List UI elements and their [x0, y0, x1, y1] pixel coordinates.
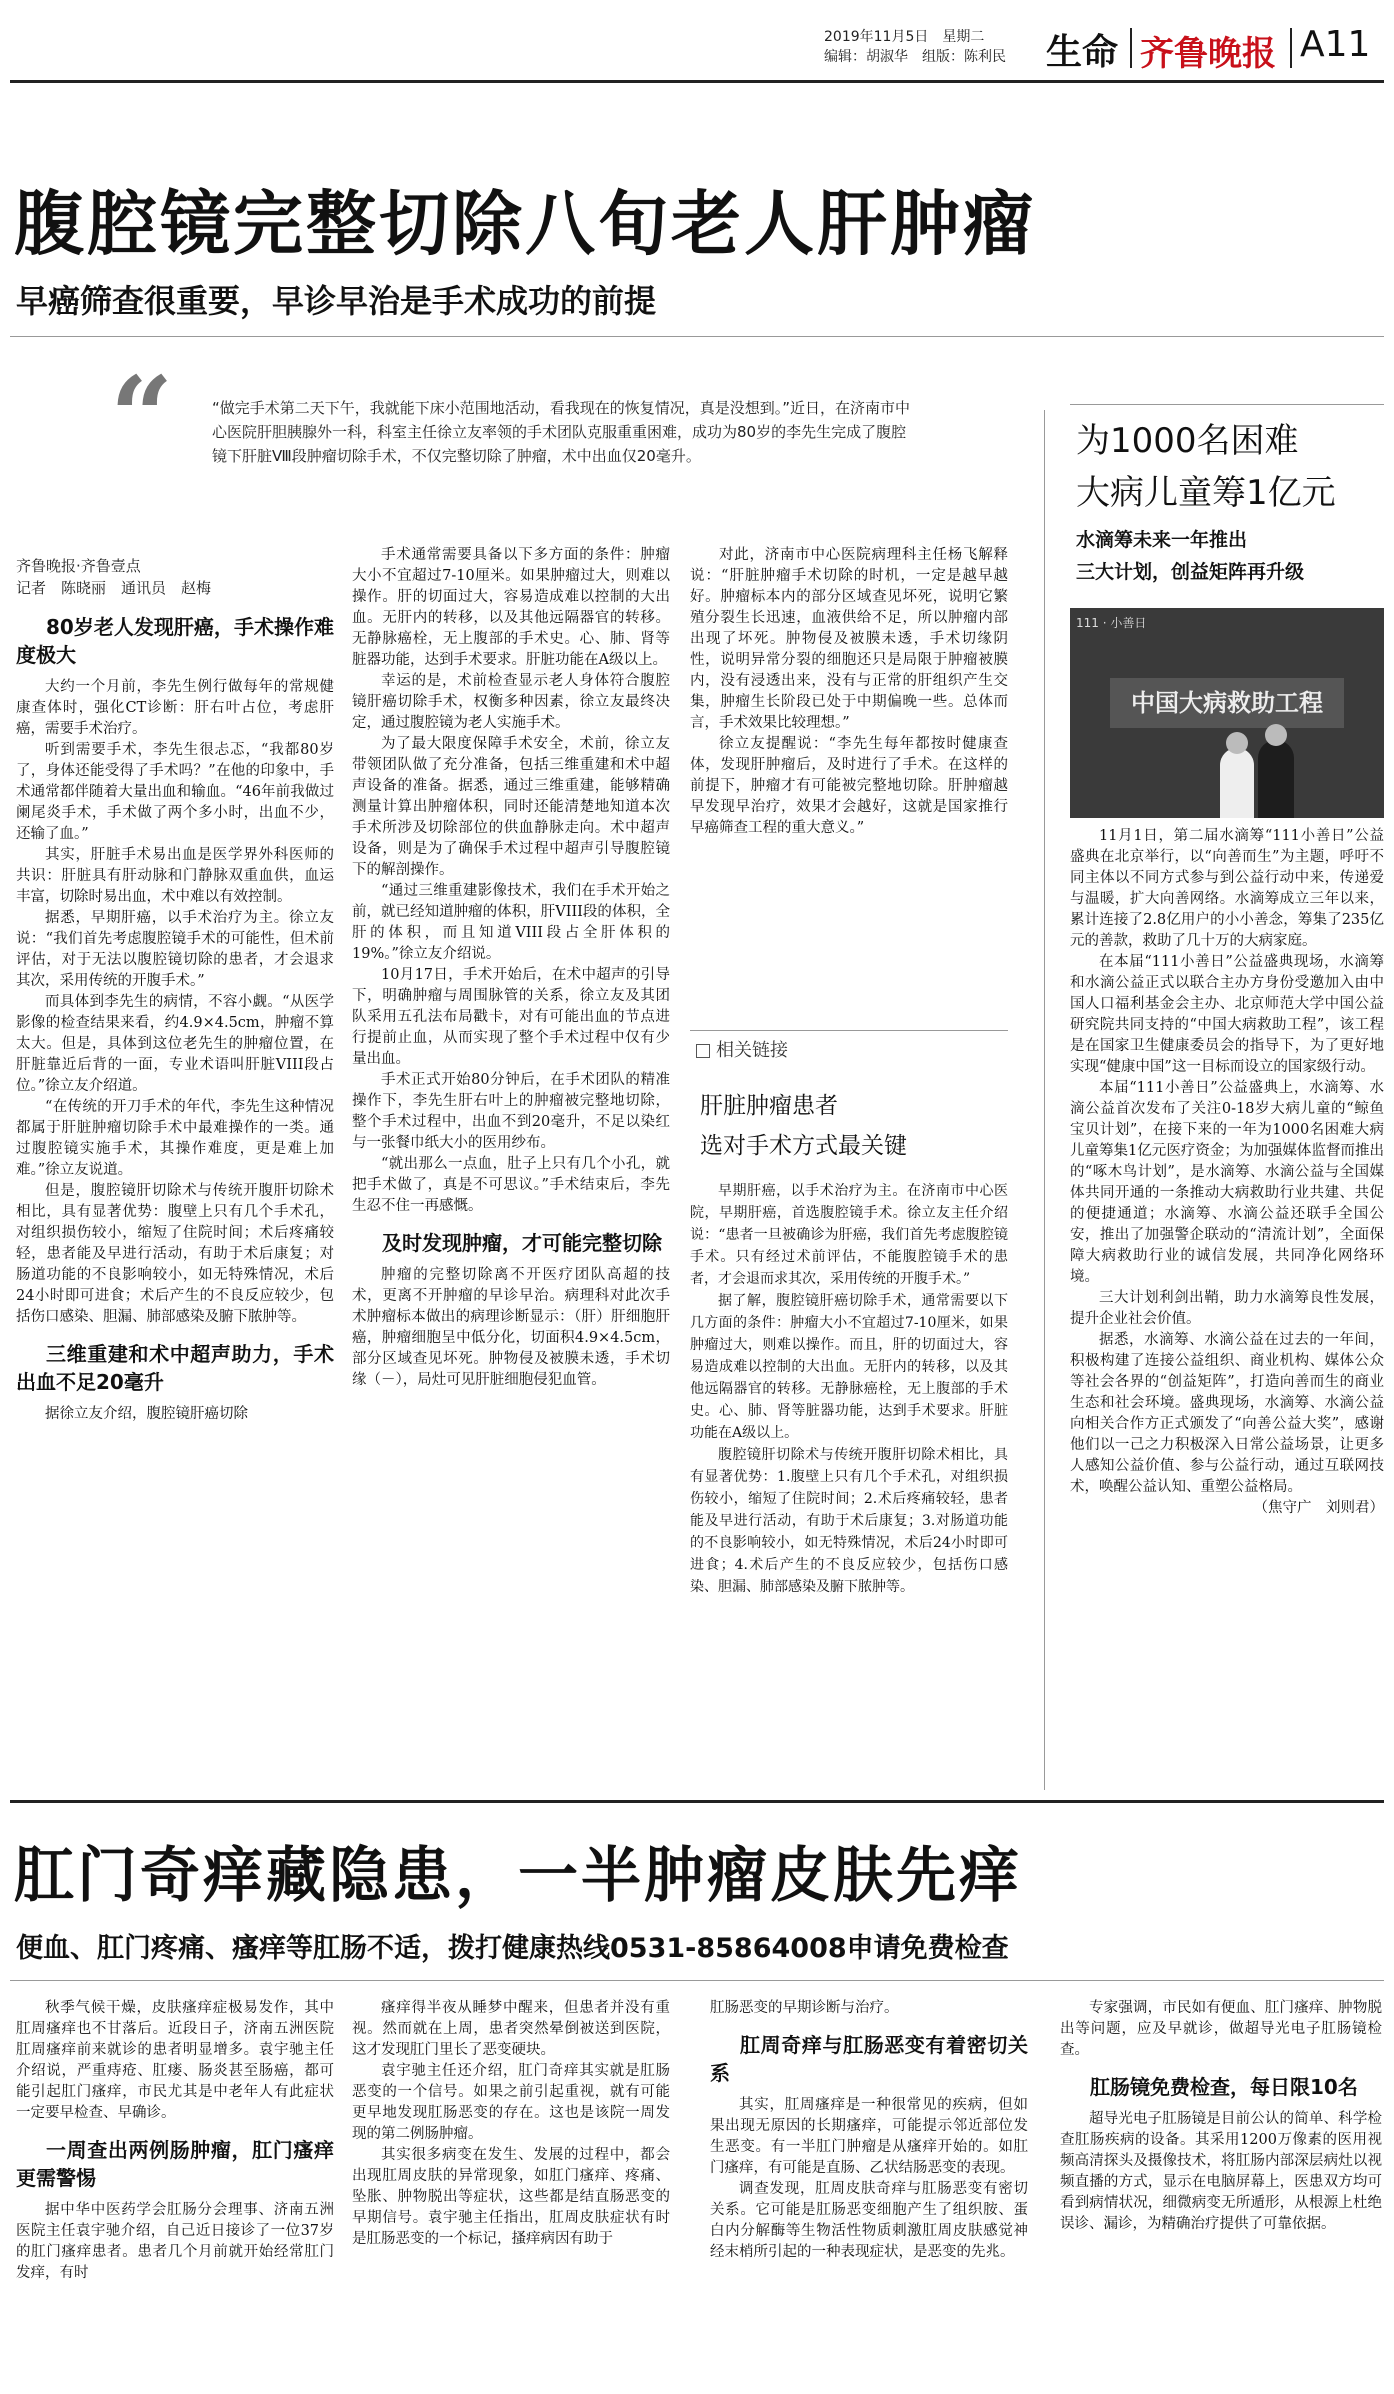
editor-credit: 编辑：胡淑华 组版：陈利民	[824, 49, 1006, 65]
paragraph: 调查发现，肛周皮肤奇痒与肛肠恶变有密切关系。它可能是肛肠恶变细胞产生了组织胺、蛋白内分解酶等生物活性物质刺激肛周皮肤感觉神经末梢所引起的一种表现症状，是恶变的先兆。	[710, 2181, 1028, 2260]
paragraph: 手术通常需要具备以下多方面的条件：肿瘤大小不宜超过7-10厘米。如果肿瘤过大，则难以操作。肝的切面过大，容易造成难以控制的大出血。无肝内的转移，以及其他远隔器官的转移。无静脉癌栓，无上腹部的手术史。心、肺、肾等脏器功能，达到手术要求。肝脏功能在A级以上。	[352, 547, 670, 668]
paragraph: 据悉，水滴筹、水滴公益在过去的一年间，积极构建了连接公益组织、商业机构、媒体公众等社会各界的“创益矩阵”，打造向善而生的商业生态和社会环境。盛典现场，水滴筹、水滴公益向相关合作方正式颁发了“向善公益大奖”，感谢他们以一己之力积极深入日常公益场景，让更多人感知公益价值、参与公益行动，通过互联网技术，唤醒公益认知、重塑公益格局。	[1070, 1332, 1384, 1495]
paragraph: 据了解，腹腔镜肝癌切除手术，通常需要以下几方面的条件：肿瘤大小不宜超过7-10厘米，如果肿瘤过大，则难以操作。而且，肝的切面过大，容易造成难以控制的大出血。无肝内的转移，以及其他远隔器官的转移。无静脉癌栓，无上腹部的手术史。心、肺、肾等脏器功能，达到手术要求。肝脏功能在A级以上。	[690, 1293, 1008, 1441]
header-divider	[1130, 28, 1132, 68]
paragraph: 为了最大限度保障手术安全，术前，徐立友带领团队做了充分准备，包括三维重建和术中超声设备的准备。据悉，通过三维重建，能够精确测量计算出肿瘤体积，同时还能清楚地知道本次手术所涉及切除部位的供血静脉走向。术中超声设备，则是为了确保手术过程中超声引导腹腔镜下的解剖操作。	[352, 736, 670, 878]
paragraph: 徐立友提醒说：“李先生每年都按时健康查体，发现肝肿瘤后，及时进行了手术。在这样的前提下，肿瘤才有可能被完整地切除。肝肿瘤越早发现早治疗，效果才会越好，这就是国家推行早癌筛查工程的重大意义。”	[690, 736, 1008, 836]
article2-column-2	[352, 1998, 670, 2388]
paragraph: 听到需要手术，李先生很忐忑，“我都80岁了，身体还能受得了手术吗？”在他的印象中，手术通常都伴随着大量出血和输血。“46年前我做过阑尾炎手术，手术做了两个多小时，出血不少，还输了血。”	[16, 742, 334, 842]
paragraph: 秋季气候干燥，皮肤瘙痒症极易发作，其中肛周瘙痒也不甘落后。近段日子，济南五洲医院肛周瘙痒前来就诊的患者明显增多。袁宇驰主任介绍说，严重痔疮、肛瘘、肠炎甚至肠癌，都可能引起肛门瘙痒，市民尤其是中老年人有此症状一定要早检查、早确诊。	[16, 2000, 334, 2121]
section-heading: 一周查出两例肠肿瘤，肛门瘙痒更需警惕	[16, 2138, 334, 2190]
article1-subhead: 早癌筛查很重要，早诊早治是手术成功的前提	[16, 282, 657, 320]
side-credit: （焦守广 刘则君）	[1253, 1500, 1384, 1516]
related-label: 相关链接	[696, 1036, 788, 1062]
section-heading: 三维重建和术中超声助力，手术出血不足20毫升	[16, 1342, 334, 1394]
article2-column-4	[1060, 1998, 1382, 2388]
paragraph: 瘙痒得半夜从睡梦中醒来，但患者并没有重视。然而就在上周，患者突然晕倒被送到医院，这才发现肛门里长了恶变硬块。	[352, 2000, 670, 2058]
article1-column-3	[690, 545, 1008, 1015]
paragraph: 据徐立友介绍，腹腔镜肝癌切除	[45, 1406, 248, 1422]
person-figure	[1226, 732, 1248, 754]
side-title-1: 为1000名困难	[1076, 421, 1299, 461]
related-title-2: 选对手术方式最关键	[700, 1133, 907, 1159]
paragraph: 袁宇驰主任还介绍，肛门奇痒其实就是肛肠恶变的一个信号。如果之前引起重视，就有可能更早地发现肛肠恶变的存在。这也是该院一周发现的第二例肠肿瘤。	[352, 2063, 670, 2142]
subhead-rule	[10, 1980, 1384, 1981]
section-heading: 肛肠镜免费检查，每日限10名	[1090, 2075, 1358, 2099]
paragraph: 专家强调，市民如有便血、肛门瘙痒、肿物脱出等问题，应及早就诊，做超导光电子肛肠镜检查。	[1060, 2000, 1382, 2058]
related-rule	[690, 1030, 1008, 1031]
paragraph: 幸运的是，术前检查显示老人身体符合腹腔镜肝癌切除手术，权衡多种因素，徐立友最终决定，通过腹腔镜为老人实施手术。	[352, 673, 670, 731]
byline-paper: 齐鲁晚报·齐鲁壹点	[16, 557, 141, 575]
paragraph: 肛肠恶变的早期诊断与治疗。	[710, 2000, 899, 2016]
section-heading: 肛周奇痒与肛肠恶变有着密切关系	[710, 2033, 1028, 2085]
paragraph: 其实很多病变在发生、发展的过程中，都会出现肛周皮肤的异常现象，如肛门瘙痒、疼痛、坠胀、肿物脱出等症状，这些都是结直肠恶变的早期信号。袁宇驰主任指出，肛周皮肤症状有时是肛肠恶变的一个标记，搔痒病因有助于	[352, 2147, 670, 2247]
paragraph: 据中华中医药学会肛肠分会理事、济南五洲医院主任袁宇驰介绍，自己近日接诊了一位37岁的肛门瘙痒患者。患者几个月前就开始经常肛门发痒，有时	[16, 2202, 334, 2281]
paragraph: 腹腔镜肝切除术与传统开腹肝切除术相比，具有显著优势：1.腹壁上只有几个手术孔，对组织损伤较小，缩短了住院时间；2.术后疼痛较轻，患者能及早进行活动，有助于术后康复；3.对肠道功能的不良影响较小，如无特殊情况，术后24小时即可进食；4.术后产生的不良反应较少，包括伤口感染、胆漏、肺部感染及腑下脓肿等。	[690, 1447, 1008, 1595]
paragraph: 本届“111小善日”公益盛典上，水滴筹、水滴公益首次发布了关注0-18岁大病儿童的“鲸鱼宝贝计划”，在接下来的一年为1000名困难大病儿童筹集1亿元医疗资金；为加强媒体监督而推出的“啄木鸟计划”，是水滴筹、水滴公益与全国媒体共同开通的一条推动大病救助行业共建、共促的便捷通道；水滴筹、水滴公益还联手全国公安，推出了加强警企联动的“清流计划”，全面保障大病救助行业的诚信发展，共同净化网络环境。	[1070, 1080, 1384, 1285]
article1-lead: “做完手术第二天下午，我就能下床小范围地活动，看我现在的恢复情况，真是没想到。”近日，在济南市中心医院肝胆胰腺外一科，科室主任徐立友率领的手术团队克服重重困难，成功为80岁的李先生完成了腹腔镜下肝脏Ⅷ段肿瘤切除手术，不仅完整切除了肿瘤，术中出血仅20毫升。	[212, 399, 911, 465]
article2-headline: 肛门奇痒藏隐患，一半肿瘤皮肤先痒	[14, 1841, 1022, 1911]
side-subtitle-2: 三大计划，创益矩阵再升级	[1076, 561, 1305, 583]
section-name: 生命	[1046, 32, 1119, 73]
side-rule	[1070, 404, 1384, 405]
related-title-1: 肝脏肿瘤患者	[700, 1093, 838, 1119]
page-number: A11	[1300, 24, 1371, 65]
side-body	[1070, 826, 1384, 1776]
event-photo	[1070, 608, 1384, 818]
article1-headline: 腹腔镜完整切除八旬老人肝肿瘤	[14, 183, 1036, 265]
article2-subhead: 便血、肛门疼痛、瘙痒等肛肠不适，拨打健康热线0531-85864008申请免费检查	[16, 1933, 1009, 1964]
paragraph: 而具体到李先生的病情，不容小觑。“从医学影像的检查结果来看，约4.9×4.5cm，肿瘤不算太大。但是，具体到这位老先生的肿瘤位置，在肝脏靠近后背的一面，专业术语叫肝脏VIII段占位。”徐立友介绍道。	[16, 994, 334, 1094]
person-figure	[1220, 748, 1254, 818]
subhead-rule	[10, 336, 1384, 337]
article1-column-1	[16, 555, 334, 1785]
person-figure	[1258, 740, 1294, 818]
quote-mark-icon: “	[110, 352, 174, 481]
person-figure	[1265, 724, 1287, 746]
paragraph: “通过三维重建影像技术，我们在手术开始之前，就已经知道肿瘤的体积，肝VIII段的体积，全肝的体积，而且知道VIII段占全肝体积的19%。”徐立友介绍说。	[352, 883, 670, 962]
article2-column-1	[16, 1998, 334, 2388]
byline-reporters: 记者 陈晓丽 通讯员 赵梅	[16, 579, 212, 597]
paragraph: 肿瘤的完整切除离不开医疗团队高超的技术，更离不开肿瘤的早诊早治。病理科对此次手术肿瘤标本做出的病理诊断显示：（肝）肝细胞肝癌，肿瘤细胞呈中低分化，切面积4.9×4.5cm，部分区域查见坏死。肿物侵及被膜未透，手术切缘（－），局灶可见肝脏细胞侵犯血管。	[352, 1267, 670, 1388]
side-subtitle-1: 水滴筹未来一年推出	[1076, 529, 1248, 551]
header-rule	[10, 80, 1384, 83]
paragraph: 据悉，早期肝癌，以手术治疗为主。徐立友说：“我们首先考虑腹腔镜手术的可能性，但术前评估，对于无法以腹腔镜切除的患者，才会退求其次，采用传统的开腹手术。”	[16, 910, 334, 989]
paragraph: 对此，济南市中心医院病理科主任杨飞解释说：“肝脏肿瘤手术切除的时机，一定是越早越好。肿瘤标本内的部分区域查见坏死，说明它繁殖分裂生长迅速，血液供给不足，所以肿瘤内部出现了坏死。肿物侵及被膜未透，手术切缘阴性，说明异常分裂的细胞还只是局限于肿瘤被膜内，没有浸透出来，没有与正常的肝组织产生交集，肿瘤生长阶段已处于中期偏晚一些。总体而言，手术效果比较理想。”	[690, 547, 1008, 731]
paragraph: 10月17日，手术开始后，在术中超声的引导下，明确肿瘤与周围脉管的关系，徐立友及其团队采用五孔法布局戳卡，对有可能出血的节点进行提前止血，从而实现了整个手术过程中仅有少量出血。	[352, 967, 670, 1067]
paragraph: 三大计划利剑出鞘，助力水滴筹良性发展，提升企业社会价值。	[1070, 1290, 1384, 1327]
link-icon	[696, 1044, 710, 1058]
section-heading: 及时发现肿瘤，才可能完整切除	[382, 1231, 662, 1255]
paragraph: 在本届“111小善日”公益盛典现场，水滴筹和水滴公益正式以联合主办方身份受邀加入由中国人口福利基金会主办、北京师范大学中国公益研究院共同支持的“中国大病救助工程”，该工程是在国家卫生健康委员会的指导下，为了更好地实现“健康中国”这一目标而设立的国家级行动。	[1070, 954, 1384, 1075]
article1-column-2	[352, 545, 670, 1785]
paragraph: “在传统的开刀手术的年代，李先生这种情况都属于肝脏肿瘤切除手术中最难操作的一类。通过腹腔镜实施手术，其操作难度，更是难上加难。”徐立友说道。	[16, 1099, 334, 1178]
paper-logo: 齐鲁晚报	[1140, 34, 1276, 74]
paragraph: 手术正式开始80分钟后，在手术团队的精准操作下，李先生肝右叶上的肿瘤被完整地切除，整个手术过程中，出血不到20毫升，不足以染红与一张餐巾纸大小的医用纱布。	[352, 1072, 670, 1151]
paragraph: 早期肝癌，以手术治疗为主。在济南市中心医院，早期肝癌，首选腹腔镜手术。徐立友主任介绍说：“患者一旦被确诊为肝癌，我们首先考虑腹腔镜手术。只有经过术前评估，不能腹腔镜手术的患者，才会退而求其次，采用传统的开腹手术。”	[690, 1183, 1008, 1287]
issue-date: 2019年11月5日 星期二	[824, 29, 985, 45]
paragraph: 11月1日，第二届水滴筹“111小善日”公益盛典在北京举行，以“向善而生”为主题，呼吁不同主体以不同方式参与到公益行动中来，传递爱与温暖，扩大向善网络。水滴筹成立三年以来，累计连接了2.8亿用户的小小善念，筹集了235亿元的善款，救助了几十万的大病家庭。	[1070, 828, 1384, 949]
header-divider	[1290, 28, 1292, 68]
photo-banner: 中国大病救助工程	[1110, 678, 1344, 728]
column-divider	[1044, 410, 1045, 1790]
paragraph: “就出那么一点血，肚子上只有几个小孔，就把手术做了，真是不可思议。”手术结束后，李先生忍不住一再感慨。	[352, 1156, 670, 1214]
article2-column-3	[710, 1998, 1028, 2388]
side-title-2: 大病儿童筹1亿元	[1076, 473, 1336, 513]
section-heading: 80岁老人发现肝癌，手术操作难度极大	[16, 615, 334, 667]
paragraph: 但是，腹腔镜肝切除术与传统开腹肝切除术相比，具有显著优势：腹壁上只有几个手术孔，对组织损伤较小，缩短了住院时间；术后疼痛较轻，患者能及早进行活动，有助于术后康复；对肠道功能的不良影响较小，如无特殊情况，术后24小时即可进食；术后产生的不良反应较少，包括伤口感染、胆漏、肺部感染及腑下脓肿等。	[16, 1183, 334, 1325]
paragraph: 大约一个月前，李先生例行做每年的常规健康查体时，强化CT诊断：肝右叶占位，考虑肝癌，需要手术治疗。	[16, 679, 334, 737]
photo-tag: 111 · 小善日	[1076, 616, 1147, 630]
section-rule	[10, 1800, 1384, 1803]
paragraph: 其实，肝脏手术易出血是医学界外科医师的共识：肝脏具有肝动脉和门静脉双重血供，血运丰富，切除时易出血，术中难以有效控制。	[16, 847, 334, 905]
paragraph: 超导光电子肛肠镜是目前公认的简单、科学检查肛肠疾病的设备。其采用1200万像素的医用视频高清探头及摄像技术，将肛肠内部深层病灶以视频直播的方式，显示在电脑屏幕上，医患双方均可看到病情状况，细微病变无所遁形，从根源上杜绝误诊、漏诊，为精确治疗提供了可靠依据。	[1060, 2111, 1382, 2232]
related-body	[690, 1180, 1008, 1785]
paragraph: 其实，肛周瘙痒是一种很常见的疾病，但如果出现无原因的长期瘙痒，可能提示邻近部位发生恶变。有一半肛门肿瘤是从瘙痒开始的。如肛门瘙痒，有可能是直肠、乙状结肠恶变的表现。	[710, 2097, 1028, 2176]
